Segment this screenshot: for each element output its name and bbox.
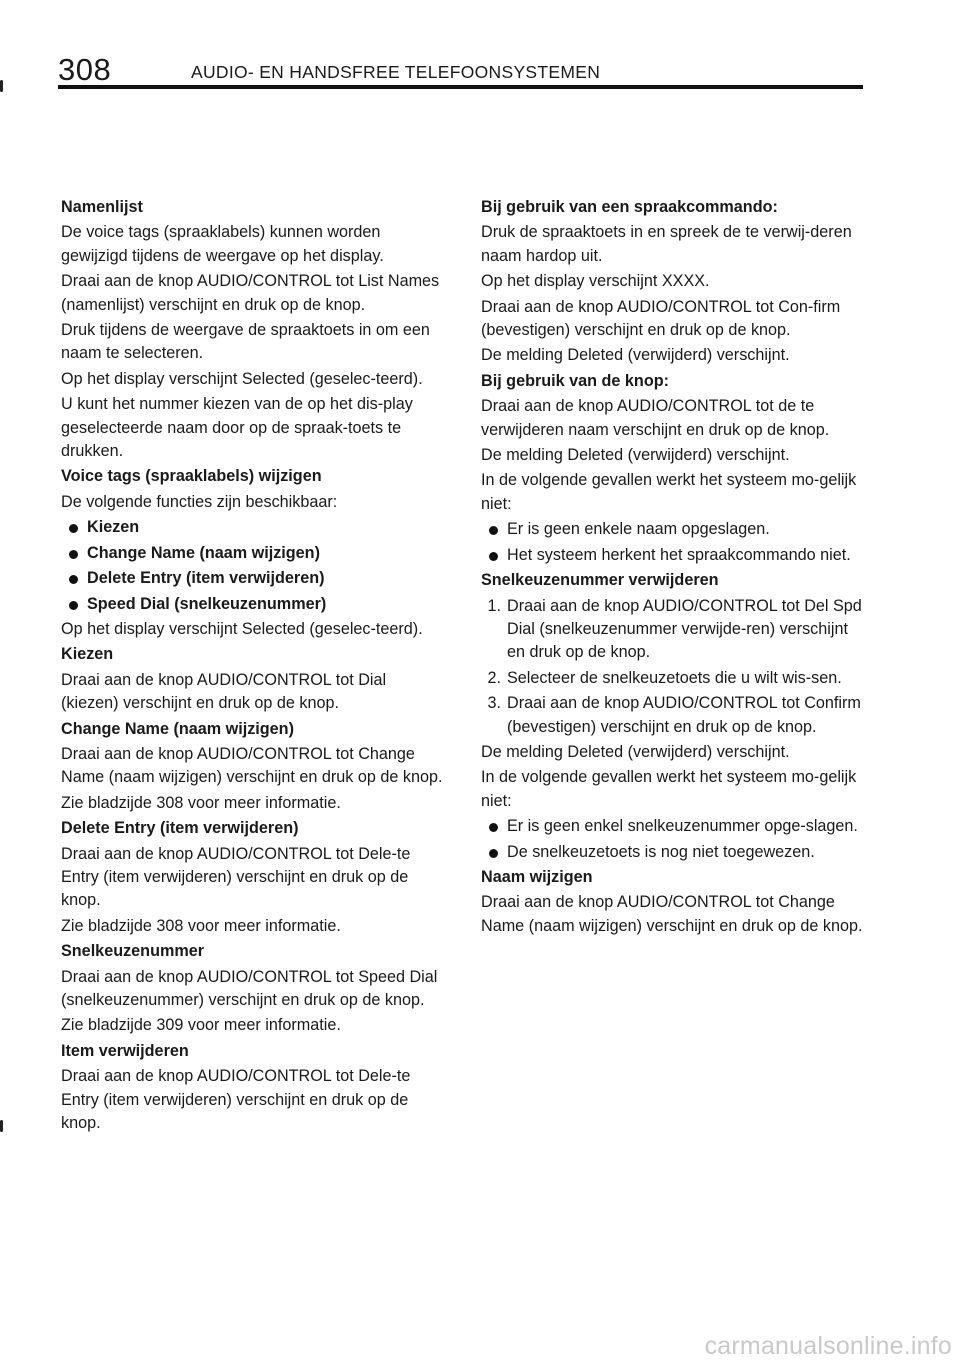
paragraph xyxy=(61,393,446,463)
edge-mark-top xyxy=(0,80,3,92)
text: Zie bladzijde 309 voor meer informatie. xyxy=(61,1016,341,1035)
text: Op het display verschijnt XXXX. xyxy=(481,272,710,291)
paragraph xyxy=(481,741,866,764)
paragraph xyxy=(481,469,866,516)
step-number: 2. xyxy=(487,668,501,687)
right-column xyxy=(481,194,866,938)
section-heading xyxy=(61,196,446,219)
text: Draai aan de knop AUDIO/CONTROL tot de te verwijderen naam verschijnt en druk op de knop. xyxy=(481,397,830,439)
paragraph xyxy=(61,1014,446,1037)
chapter-title: AUDIO- EN HANDSFREE TELEFOONSYSTEMEN xyxy=(191,62,601,82)
text: Draai aan de knop AUDIO/CONTROL tot Change Name (naam wijzigen) verschijnt en druk op de knop. xyxy=(61,744,443,787)
text: Draai aan de knop AUDIO/CONTROL tot Dial (kiezen) verschijnt en druk op de knop. xyxy=(61,670,387,713)
bullet-item xyxy=(61,516,446,539)
paragraph xyxy=(61,966,446,1013)
section-heading xyxy=(61,940,446,963)
text: De voice tags (spraaklabels) kunnen worden gewijzigd tijdens de weergave op het display. xyxy=(61,223,384,265)
text: Change Name (naam wijzigen) xyxy=(61,719,294,738)
section-heading xyxy=(61,1040,446,1063)
text: In de volgende gevallen werkt het systeem mo-gelijk niet: xyxy=(481,471,857,513)
paragraph xyxy=(61,669,446,716)
text: Kiezen xyxy=(61,645,114,664)
section-heading xyxy=(61,643,446,666)
text: Draai aan de knop AUDIO/CONTROL tot Speed Dial (snelkeuzenummer) verschijnt en druk op de knop. xyxy=(61,967,438,1009)
text: Draai aan de knop AUDIO/CONTROL tot Dele-te Entry (item verwijderen) verschijnt en druk op de knop. xyxy=(61,844,411,910)
page-header xyxy=(58,52,863,92)
edge-mark-bottom xyxy=(0,1120,3,1132)
text: Naam wijzigen xyxy=(481,867,593,886)
bullet-item xyxy=(481,841,866,864)
text: Draai aan de knop AUDIO/CONTROL tot Change Name (naam wijzigen) verschijnt en druk op de knop. xyxy=(481,893,863,935)
bullet-icon xyxy=(489,823,498,832)
text: Bij gebruik van de knop: xyxy=(481,371,669,390)
bullet-icon xyxy=(489,849,498,858)
text: Draai aan de knop AUDIO/CONTROL tot Con-firm (bevestigen) verschijnt en druk op de knop. xyxy=(481,297,841,340)
text: Druk tijdens de weergave de spraaktoets in om een naam te selecteren. xyxy=(61,321,430,363)
bullet-item xyxy=(481,544,866,567)
step-number: 3. xyxy=(487,694,501,713)
paragraph xyxy=(481,344,866,367)
text: Draai aan de knop AUDIO/CONTROL tot List Names (namenlijst) verschijnt en druk op de knop. xyxy=(61,272,440,314)
section-heading xyxy=(481,196,866,219)
section-heading xyxy=(61,465,446,488)
paragraph xyxy=(481,395,866,442)
numbered-step xyxy=(481,692,866,739)
text: Het systeem herkent het spraakcommando niet. xyxy=(507,545,851,564)
paragraph xyxy=(61,319,446,366)
header-rule xyxy=(58,85,863,89)
paragraph xyxy=(481,270,866,293)
bullet-item xyxy=(61,542,446,565)
text: U kunt het nummer kiezen van de op het dis-play geselecteerde naam door op de spraak-toets te drukken. xyxy=(61,395,413,461)
section-heading xyxy=(481,569,866,592)
text: Item verwijderen xyxy=(61,1041,189,1060)
paragraph xyxy=(61,618,446,641)
text: De melding Deleted (verwijderd) verschijnt. xyxy=(481,346,790,365)
paragraph xyxy=(61,368,446,391)
bullet-item xyxy=(481,815,866,838)
text: Snelkeuzenummer verwijderen xyxy=(481,571,719,590)
bullet-icon xyxy=(69,601,78,610)
text: Zie bladzijde 308 voor meer informatie. xyxy=(61,916,341,935)
text: Kiezen xyxy=(87,518,140,537)
text: Snelkeuzenummer xyxy=(61,942,205,961)
text: Zie bladzijde 308 voor meer informatie. xyxy=(61,793,341,812)
bullet-item xyxy=(61,567,446,590)
page-number: 308 xyxy=(58,52,112,87)
text: De volgende functies zijn beschikbaar: xyxy=(61,492,338,511)
section-heading xyxy=(481,866,866,889)
numbered-step xyxy=(481,595,866,665)
text: Bij gebruik van een spraakcommando: xyxy=(481,198,778,216)
paragraph xyxy=(61,915,446,938)
text: Draai aan de knop AUDIO/CONTROL tot Del Spd Dial (snelkeuzenummer verwijde-ren) verschijnt en druk op de knop. xyxy=(507,596,862,662)
text: Op het display verschijnt Selected (geselec-teerd). xyxy=(61,369,423,388)
paragraph xyxy=(61,743,446,790)
text: Draai aan de knop AUDIO/CONTROL tot Dele-te Entry (item verwijderen) verschijnt en druk op de knop. xyxy=(61,1067,411,1133)
text: Selecteer de snelkeuzetoets die u wilt wis-sen. xyxy=(507,668,842,687)
paragraph xyxy=(61,221,446,268)
watermark: carmanualsonline.info xyxy=(704,1332,952,1360)
bullet-item xyxy=(481,518,866,541)
text: Draai aan de knop AUDIO/CONTROL tot Confirm (bevestigen) verschijnt en druk op de knop. xyxy=(507,694,861,736)
text: Er is geen enkele naam opgeslagen. xyxy=(507,520,770,539)
text: Delete Entry (item verwijderen) xyxy=(61,819,299,838)
text: Change Name (naam wijzigen) xyxy=(87,543,320,562)
left-column xyxy=(61,194,446,1135)
text: Namenlijst xyxy=(61,198,143,216)
bullet-item xyxy=(61,593,446,616)
text: Druk de spraaktoets in en spreek de te verwij-deren naam hardop uit. xyxy=(481,223,852,265)
step-number: 1. xyxy=(487,596,501,615)
bullet-icon xyxy=(489,526,498,535)
text: De snelkeuzetoets is nog niet toegewezen. xyxy=(507,842,815,861)
text: Op het display verschijnt Selected (geselec-teerd). xyxy=(61,619,423,638)
text: Speed Dial (snelkeuzenummer) xyxy=(87,594,327,613)
bullet-icon xyxy=(69,524,78,533)
paragraph xyxy=(481,444,866,467)
bullet-icon xyxy=(69,550,78,559)
paragraph xyxy=(61,792,446,815)
paragraph xyxy=(61,491,446,514)
paragraph xyxy=(481,766,866,813)
bullet-icon xyxy=(489,552,498,561)
text: In de volgende gevallen werkt het systeem mo-gelijk niet: xyxy=(481,768,857,810)
paragraph xyxy=(481,296,866,343)
paragraph xyxy=(61,843,446,913)
paragraph xyxy=(61,1065,446,1135)
text: De melding Deleted (verwijderd) verschijnt. xyxy=(481,446,790,465)
text: De melding Deleted (verwijderd) verschijnt. xyxy=(481,742,790,761)
paragraph xyxy=(61,270,446,317)
section-heading xyxy=(61,817,446,840)
numbered-step xyxy=(481,667,866,690)
text: Er is geen enkel snelkeuzenummer opge-slagen. xyxy=(507,817,858,836)
bullet-icon xyxy=(69,575,78,584)
paragraph xyxy=(481,221,866,268)
section-heading xyxy=(61,718,446,741)
paragraph xyxy=(481,891,866,938)
text: Voice tags (spraaklabels) wijzigen xyxy=(61,467,322,486)
text: Delete Entry (item verwijderen) xyxy=(87,569,325,588)
section-heading xyxy=(481,370,866,393)
